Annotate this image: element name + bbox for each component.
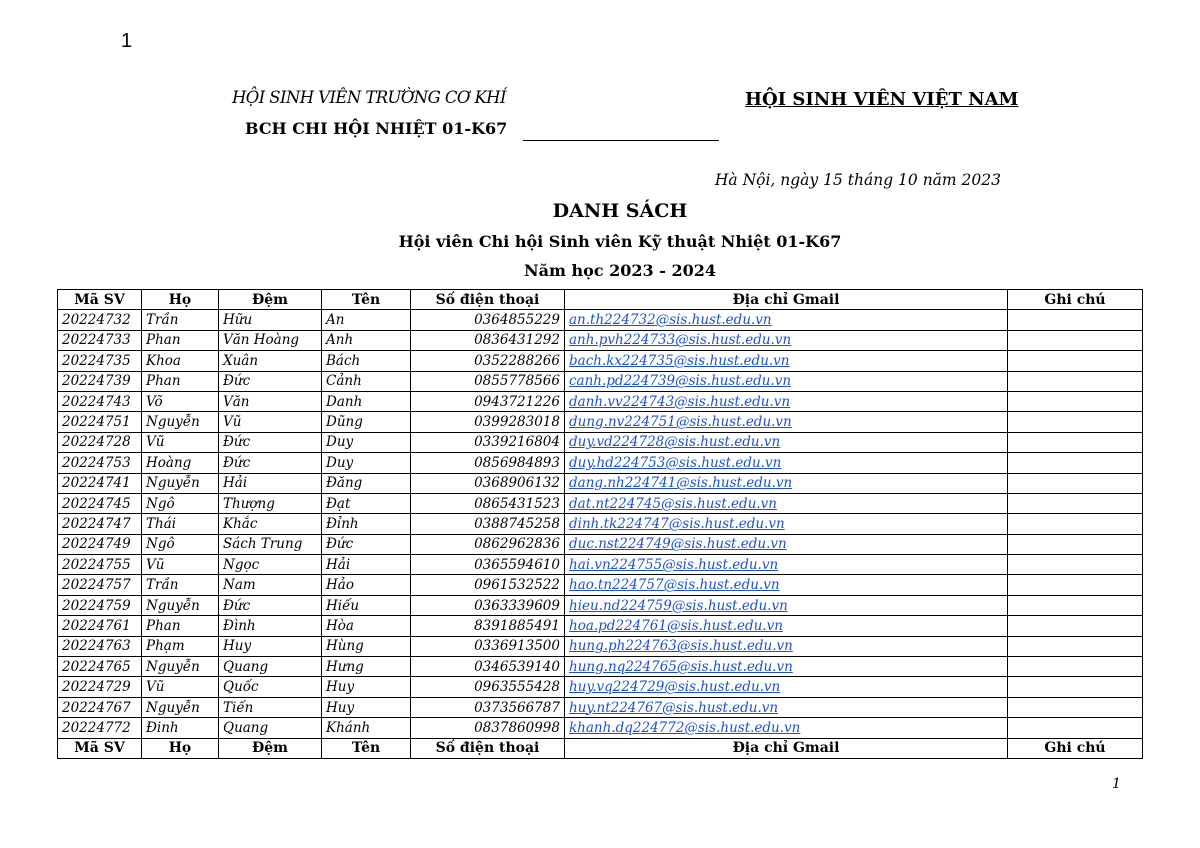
cell-note xyxy=(1008,534,1143,554)
cell-middle-name: Đức xyxy=(219,432,322,452)
cell-phone: 0856984893 xyxy=(411,453,565,473)
cell-note xyxy=(1008,453,1143,473)
cell-note xyxy=(1008,493,1143,513)
cell-first-name: Cảnh xyxy=(322,371,411,391)
cell-first-name: Duy xyxy=(322,432,411,452)
cell-email[interactable]: hoa.pd224761@sis.hust.edu.vn xyxy=(565,616,1008,636)
column-header-first-name: Tên xyxy=(322,290,411,310)
cell-middle-name: Quốc xyxy=(219,677,322,697)
cell-phone: 0855778566 xyxy=(411,371,565,391)
table-body xyxy=(58,310,1143,738)
cell-last-name: Vũ xyxy=(142,432,219,452)
cell-student-id: 20224732 xyxy=(58,310,142,330)
cell-first-name: Đức xyxy=(322,534,411,554)
cell-middle-name: Tiến xyxy=(219,697,322,717)
table-row xyxy=(58,493,1143,513)
column-header-note: Ghi chú xyxy=(1008,738,1143,758)
page-number-bottom: 1 xyxy=(1112,776,1121,792)
cell-student-id: 20224757 xyxy=(58,575,142,595)
cell-middle-name: Nam xyxy=(219,575,322,595)
cell-note xyxy=(1008,371,1143,391)
cell-first-name: Anh xyxy=(322,330,411,350)
signature-line xyxy=(523,140,719,141)
cell-note xyxy=(1008,412,1143,432)
cell-student-id: 20224729 xyxy=(58,677,142,697)
cell-phone: 0836431292 xyxy=(411,330,565,350)
cell-note xyxy=(1008,595,1143,615)
table-row xyxy=(58,310,1143,330)
cell-phone: 0961532522 xyxy=(411,575,565,595)
cell-email[interactable]: hung.nq224765@sis.hust.edu.vn xyxy=(565,657,1008,677)
cell-last-name: Thái xyxy=(142,514,219,534)
cell-note xyxy=(1008,697,1143,717)
cell-note xyxy=(1008,636,1143,656)
cell-first-name: Huy xyxy=(322,697,411,717)
cell-student-id: 20224772 xyxy=(58,718,142,738)
cell-email[interactable]: hao.tn224757@sis.hust.edu.vn xyxy=(565,575,1008,595)
document-subtitle: Hội viên Chi hội Sinh viên Kỹ thuật Nhiệt 01-K67 xyxy=(398,232,842,251)
cell-phone: 0363339609 xyxy=(411,595,565,615)
org-left-title: HỘI SINH VIÊN TRƯỜNG CƠ KHÍ xyxy=(232,88,506,107)
table-row xyxy=(58,453,1143,473)
cell-note xyxy=(1008,514,1143,534)
cell-phone: 0339216804 xyxy=(411,432,565,452)
cell-note xyxy=(1008,432,1143,452)
cell-email[interactable]: dinh.tk224747@sis.hust.edu.vn xyxy=(565,514,1008,534)
cell-last-name: Ngô xyxy=(142,493,219,513)
table-row xyxy=(58,636,1143,656)
table-row xyxy=(58,534,1143,554)
column-header-note: Ghi chú xyxy=(1008,290,1143,310)
cell-email[interactable]: canh.pd224739@sis.hust.edu.vn xyxy=(565,371,1008,391)
cell-last-name: Nguyễn xyxy=(142,412,219,432)
cell-last-name: Nguyễn xyxy=(142,657,219,677)
cell-phone: 0352288266 xyxy=(411,351,565,371)
table-row xyxy=(58,657,1143,677)
cell-phone: 0399283018 xyxy=(411,412,565,432)
cell-note xyxy=(1008,616,1143,636)
cell-middle-name: Văn xyxy=(219,391,322,411)
column-header-last-name: Họ xyxy=(142,738,219,758)
table-row xyxy=(58,351,1143,371)
table-header xyxy=(58,290,1143,310)
cell-phone: 0365594610 xyxy=(411,555,565,575)
cell-last-name: Trần xyxy=(142,575,219,595)
cell-first-name: Đăng xyxy=(322,473,411,493)
cell-note xyxy=(1008,351,1143,371)
cell-email[interactable]: dang.nh224741@sis.hust.edu.vn xyxy=(565,473,1008,493)
org-right-title: HỘI SINH VIÊN VIỆT NAM xyxy=(745,89,1019,110)
cell-phone: 0862962836 xyxy=(411,534,565,554)
column-header-middle-name: Đệm xyxy=(219,738,322,758)
cell-last-name: Phan xyxy=(142,616,219,636)
cell-middle-name: Khắc xyxy=(219,514,322,534)
table-row xyxy=(58,473,1143,493)
cell-middle-name: Xuân xyxy=(219,351,322,371)
cell-first-name: Dũng xyxy=(322,412,411,432)
cell-middle-name: Quang xyxy=(219,657,322,677)
cell-note xyxy=(1008,330,1143,350)
cell-middle-name: Huy xyxy=(219,636,322,656)
table-row xyxy=(58,718,1143,738)
cell-middle-name: Văn Hoàng xyxy=(219,330,322,350)
cell-phone: 8391885491 xyxy=(411,616,565,636)
cell-last-name: Khoa xyxy=(142,351,219,371)
cell-email[interactable]: huy.vq224729@sis.hust.edu.vn xyxy=(565,677,1008,697)
cell-student-id: 20224735 xyxy=(58,351,142,371)
cell-student-id: 20224751 xyxy=(58,412,142,432)
cell-last-name: Trần xyxy=(142,310,219,330)
cell-student-id: 20224755 xyxy=(58,555,142,575)
cell-middle-name: Quang xyxy=(219,718,322,738)
cell-student-id: 20224741 xyxy=(58,473,142,493)
cell-email[interactable]: hieu.nd224759@sis.hust.edu.vn xyxy=(565,595,1008,615)
cell-note xyxy=(1008,310,1143,330)
cell-middle-name: Thượng xyxy=(219,493,322,513)
column-header-email: Địa chỉ Gmail xyxy=(565,290,1008,310)
cell-email[interactable]: duy.vd224728@sis.hust.edu.vn xyxy=(565,432,1008,452)
cell-note xyxy=(1008,391,1143,411)
table-row xyxy=(58,575,1143,595)
cell-email[interactable]: huy.nt224767@sis.hust.edu.vn xyxy=(565,697,1008,717)
cell-email[interactable]: an.th224732@sis.hust.edu.vn xyxy=(565,310,1008,330)
cell-note xyxy=(1008,718,1143,738)
cell-email[interactable]: dat.nt224745@sis.hust.edu.vn xyxy=(565,493,1008,513)
cell-phone: 0865431523 xyxy=(411,493,565,513)
cell-student-id: 20224753 xyxy=(58,453,142,473)
column-header-email: Địa chỉ Gmail xyxy=(565,738,1008,758)
cell-email[interactable]: dung.nv224751@sis.hust.edu.vn xyxy=(565,412,1008,432)
cell-phone: 0943721226 xyxy=(411,391,565,411)
cell-phone: 0388745258 xyxy=(411,514,565,534)
cell-middle-name: Sách Trung xyxy=(219,534,322,554)
cell-note xyxy=(1008,657,1143,677)
column-header-phone: Số điện thoại xyxy=(411,738,565,758)
cell-last-name: Nguyễn xyxy=(142,473,219,493)
page-number-top: 1 xyxy=(121,30,133,52)
cell-last-name: Võ xyxy=(142,391,219,411)
table-row xyxy=(58,514,1143,534)
table-row xyxy=(58,616,1143,636)
cell-note xyxy=(1008,555,1143,575)
cell-phone: 0368906132 xyxy=(411,473,565,493)
cell-note xyxy=(1008,677,1143,697)
table-row xyxy=(58,371,1143,391)
cell-email[interactable]: khanh.dq224772@sis.hust.edu.vn xyxy=(565,718,1008,738)
table-header-row xyxy=(58,290,1143,310)
cell-student-id: 20224767 xyxy=(58,697,142,717)
org-sub-title: BCH CHI HỘI NHIỆT 01-K67 xyxy=(245,119,508,138)
cell-student-id: 20224749 xyxy=(58,534,142,554)
cell-first-name: Hải xyxy=(322,555,411,575)
cell-note xyxy=(1008,575,1143,595)
cell-first-name: Hùng xyxy=(322,636,411,656)
cell-student-id: 20224728 xyxy=(58,432,142,452)
cell-email[interactable]: hung.ph224763@sis.hust.edu.vn xyxy=(565,636,1008,656)
table-row xyxy=(58,412,1143,432)
table-row xyxy=(58,330,1143,350)
cell-first-name: Danh xyxy=(322,391,411,411)
cell-last-name: Vũ xyxy=(142,555,219,575)
column-header-first-name: Tên xyxy=(322,738,411,758)
cell-first-name: An xyxy=(322,310,411,330)
cell-first-name: Hiếu xyxy=(322,595,411,615)
cell-first-name: Bách xyxy=(322,351,411,371)
column-header-last-name: Họ xyxy=(142,290,219,310)
cell-first-name: Đỉnh xyxy=(322,514,411,534)
cell-phone: 0963555428 xyxy=(411,677,565,697)
cell-email[interactable]: hai.vn224755@sis.hust.edu.vn xyxy=(565,555,1008,575)
cell-student-id: 20224739 xyxy=(58,371,142,391)
cell-email[interactable]: bach.kx224735@sis.hust.edu.vn xyxy=(565,351,1008,371)
cell-email[interactable]: anh.pvh224733@sis.hust.edu.vn xyxy=(565,330,1008,350)
table-footer xyxy=(58,738,1143,758)
cell-middle-name: Đức xyxy=(219,453,322,473)
cell-phone: 0346539140 xyxy=(411,657,565,677)
table-row xyxy=(58,595,1143,615)
member-table xyxy=(57,289,1143,759)
cell-first-name: Khánh xyxy=(322,718,411,738)
column-header-phone: Số điện thoại xyxy=(411,290,565,310)
cell-student-id: 20224733 xyxy=(58,330,142,350)
column-header-student-id: Mã SV xyxy=(58,738,142,758)
document-year: Năm học 2023 - 2024 xyxy=(524,261,716,280)
cell-phone: 0364855229 xyxy=(411,310,565,330)
cell-first-name: Hưng xyxy=(322,657,411,677)
cell-student-id: 20224763 xyxy=(58,636,142,656)
cell-middle-name: Hữu xyxy=(219,310,322,330)
cell-middle-name: Đức xyxy=(219,595,322,615)
cell-email[interactable]: duc.nst224749@sis.hust.edu.vn xyxy=(565,534,1008,554)
cell-last-name: Phạm xyxy=(142,636,219,656)
cell-last-name: Ngô xyxy=(142,534,219,554)
cell-last-name: Phan xyxy=(142,371,219,391)
cell-note xyxy=(1008,473,1143,493)
cell-last-name: Phan xyxy=(142,330,219,350)
cell-phone: 0373566787 xyxy=(411,697,565,717)
column-header-middle-name: Đệm xyxy=(219,290,322,310)
cell-last-name: Đinh xyxy=(142,718,219,738)
cell-last-name: Nguyễn xyxy=(142,595,219,615)
cell-middle-name: Hải xyxy=(219,473,322,493)
table-row xyxy=(58,677,1143,697)
cell-student-id: 20224745 xyxy=(58,493,142,513)
table-row xyxy=(58,697,1143,717)
table-row xyxy=(58,555,1143,575)
column-header-student-id: Mã SV xyxy=(58,290,142,310)
cell-last-name: Hoàng xyxy=(142,453,219,473)
cell-first-name: Hòa xyxy=(322,616,411,636)
cell-middle-name: Đình xyxy=(219,616,322,636)
cell-student-id: 20224759 xyxy=(58,595,142,615)
cell-student-id: 20224761 xyxy=(58,616,142,636)
cell-first-name: Hảo xyxy=(322,575,411,595)
table-footer-row xyxy=(58,738,1143,758)
cell-first-name: Đạt xyxy=(322,493,411,513)
table-row xyxy=(58,432,1143,452)
cell-email[interactable]: danh.vv224743@sis.hust.edu.vn xyxy=(565,391,1008,411)
cell-student-id: 20224765 xyxy=(58,657,142,677)
cell-last-name: Nguyễn xyxy=(142,697,219,717)
cell-first-name: Huy xyxy=(322,677,411,697)
cell-phone: 0336913500 xyxy=(411,636,565,656)
cell-middle-name: Đức xyxy=(219,371,322,391)
cell-last-name: Vũ xyxy=(142,677,219,697)
cell-email[interactable]: duy.hd224753@sis.hust.edu.vn xyxy=(565,453,1008,473)
cell-middle-name: Vũ xyxy=(219,412,322,432)
cell-student-id: 20224743 xyxy=(58,391,142,411)
cell-first-name: Duy xyxy=(322,453,411,473)
cell-middle-name: Ngọc xyxy=(219,555,322,575)
table-row xyxy=(58,391,1143,411)
document-title: DANH SÁCH xyxy=(552,200,688,222)
cell-phone: 0837860998 xyxy=(411,718,565,738)
cell-student-id: 20224747 xyxy=(58,514,142,534)
date-line: Hà Nội, ngày 15 tháng 10 năm 2023 xyxy=(714,171,1001,189)
